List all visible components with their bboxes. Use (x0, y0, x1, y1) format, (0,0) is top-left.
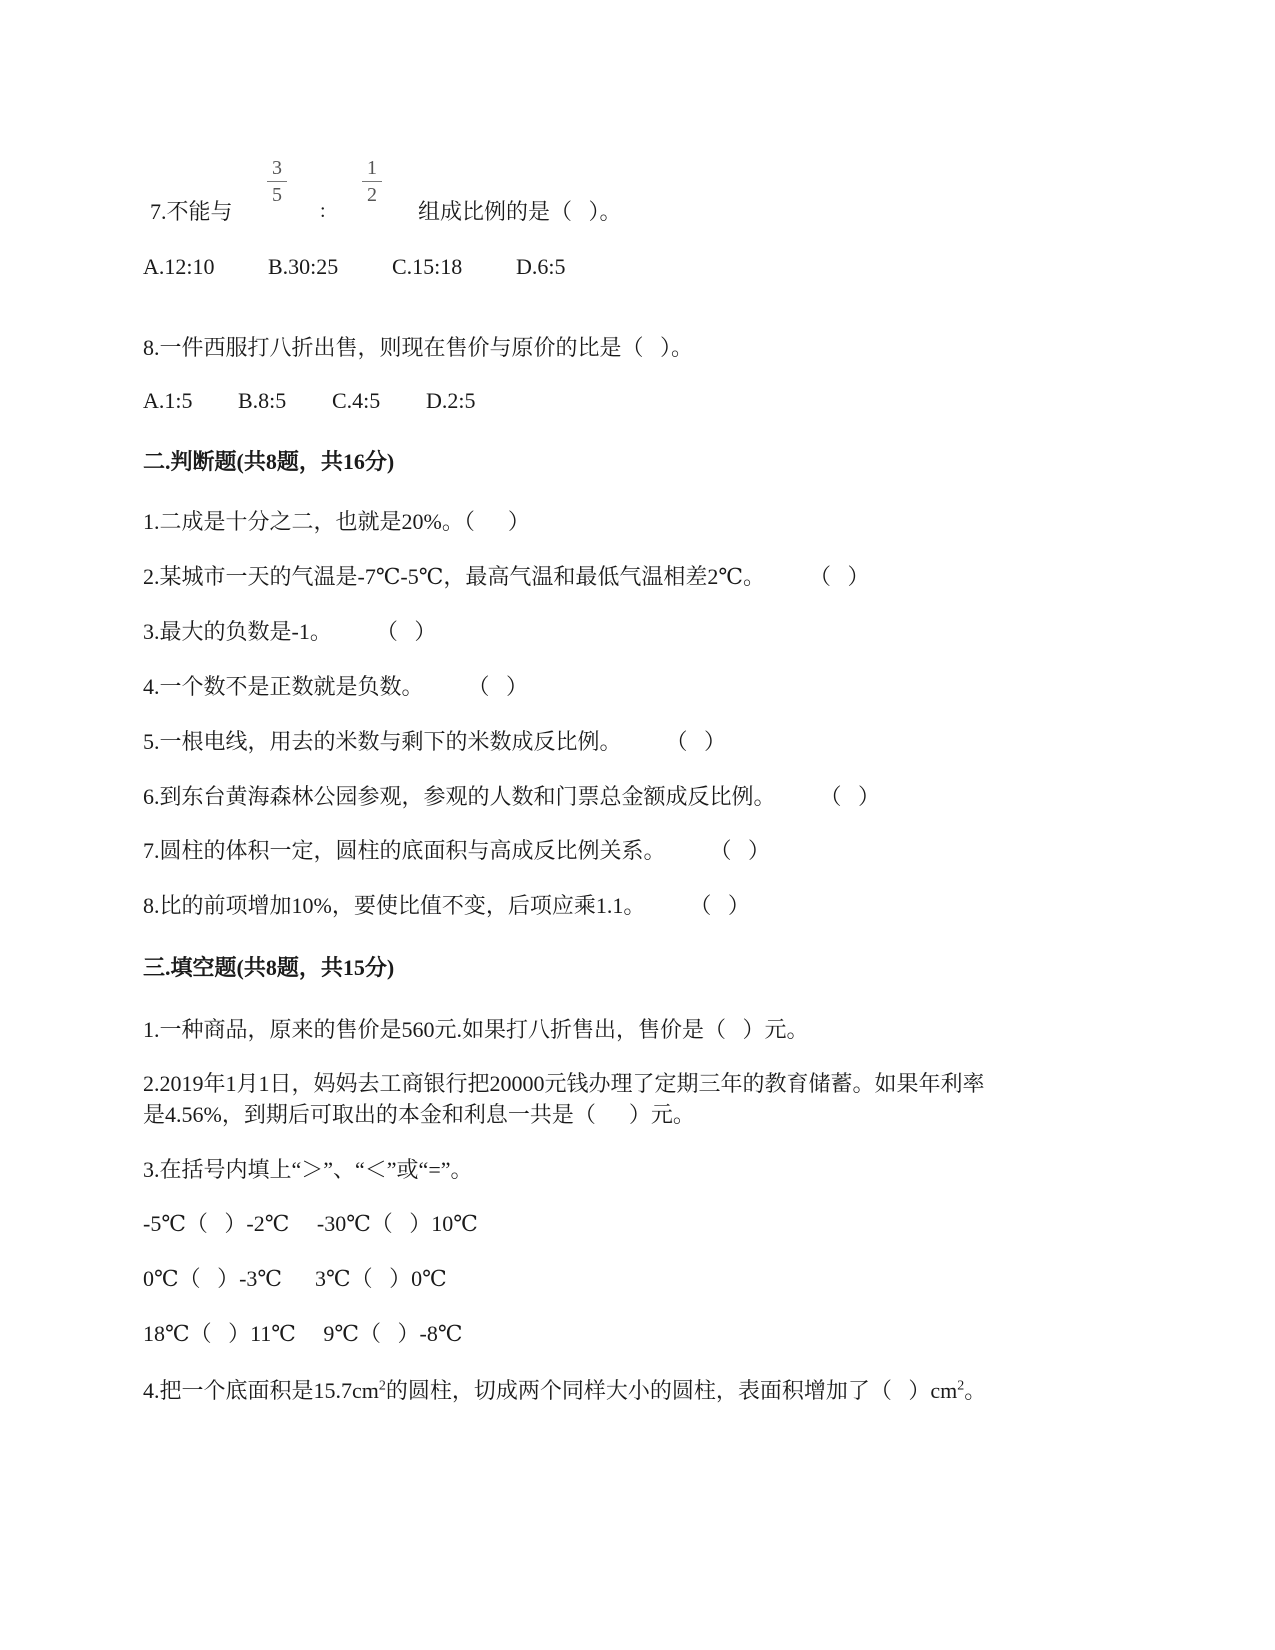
q8-option-d: D.2:5 (426, 388, 476, 413)
q8-option-c: C.4:5 (332, 388, 381, 413)
fraction-denominator: 2 (367, 184, 377, 206)
section3-heading: 三.填空题(共8题，共15分) (143, 955, 395, 980)
fill-q4-part2: 的圆柱，切成两个同样大小的圆柱，表面积增加了（ ）cm (385, 1378, 958, 1403)
fill-q4-end: 。 (964, 1378, 987, 1403)
judge-item: 8.比的前项增加10%，要使比值不变，后项应乘1.1。 （ ） (143, 893, 750, 918)
judge-item: 1.二成是十分之二，也就是20%。（ ） (143, 509, 530, 534)
fraction-bar (267, 181, 287, 182)
q8-text: 8.一件西服打八折出售，则现在售价与原价的比是（ ）。 (143, 335, 694, 360)
judge-item: 2.某城市一天的气温是-7℃-5℃，最高气温和最低气温相差2℃。 （ ） (143, 564, 870, 589)
q7-option-d: D.6:5 (516, 254, 566, 279)
q7-option-c: C.15:18 (392, 254, 463, 279)
q7-suffix: 组成比例的是（ ）。 (418, 199, 622, 224)
fill-q4-part1: 4.把一个底面积是15.7cm (143, 1378, 379, 1403)
q7-option-b: B.30:25 (268, 254, 339, 279)
fraction-numerator: 3 (272, 157, 282, 179)
compare-row: -5℃（ ）-2℃ -30℃（ ）10℃ (143, 1211, 478, 1236)
q8-option-a: A.1:5 (143, 388, 193, 413)
fill-q3: 3.在括号内填上“＞”、“＜”或“=”。 (143, 1157, 473, 1182)
judge-item: 3.最大的负数是-1。 （ ） (143, 619, 437, 644)
superscript: 2 (378, 1378, 386, 1394)
fill-q4 (143, 1376, 986, 1406)
fill-q2-line1: 2.2019年1月1日，妈妈去工商银行把20000元钱办理了定期三年的教育储蓄。如果年利率 (143, 1071, 985, 1096)
fraction-3-5 (267, 158, 287, 205)
compare-row: 18℃（ ）11℃ 9℃（ ）-8℃ (143, 1321, 463, 1346)
fill-q2-line2: 是4.56%，到期后可取出的本金和利息一共是（ ）元。 (143, 1102, 695, 1127)
compare-row: 0℃（ ）-3℃ 3℃（ ）0℃ (143, 1266, 447, 1291)
q7-prefix: 7.不能与 (150, 199, 233, 224)
superscript: 2 (957, 1378, 965, 1394)
judge-item: 4.一个数不是正数就是负数。 （ ） (143, 674, 529, 699)
ratio-colon: : (320, 200, 326, 222)
judge-item: 7.圆柱的体积一定，圆柱的底面积与高成反比例关系。 （ ） (143, 838, 771, 863)
fill-q1: 1.一种商品，原来的售价是560元.如果打八折售出，售价是（ ）元。 (143, 1017, 809, 1042)
fraction-numerator: 1 (367, 157, 377, 179)
q7-option-a: A.12:10 (143, 254, 215, 279)
fraction-bar (362, 181, 382, 182)
fraction-denominator: 5 (272, 184, 282, 206)
q8-option-b: B.8:5 (238, 388, 287, 413)
section2-heading: 二.判断题(共8题，共16分) (143, 449, 395, 474)
fraction-1-2 (362, 158, 382, 205)
judge-item: 5.一根电线，用去的米数与剩下的米数成反比例。 （ ） (143, 729, 727, 754)
judge-item: 6.到东台黄海森林公园参观，参观的人数和门票总金额成反比例。 （ ） (143, 784, 881, 809)
